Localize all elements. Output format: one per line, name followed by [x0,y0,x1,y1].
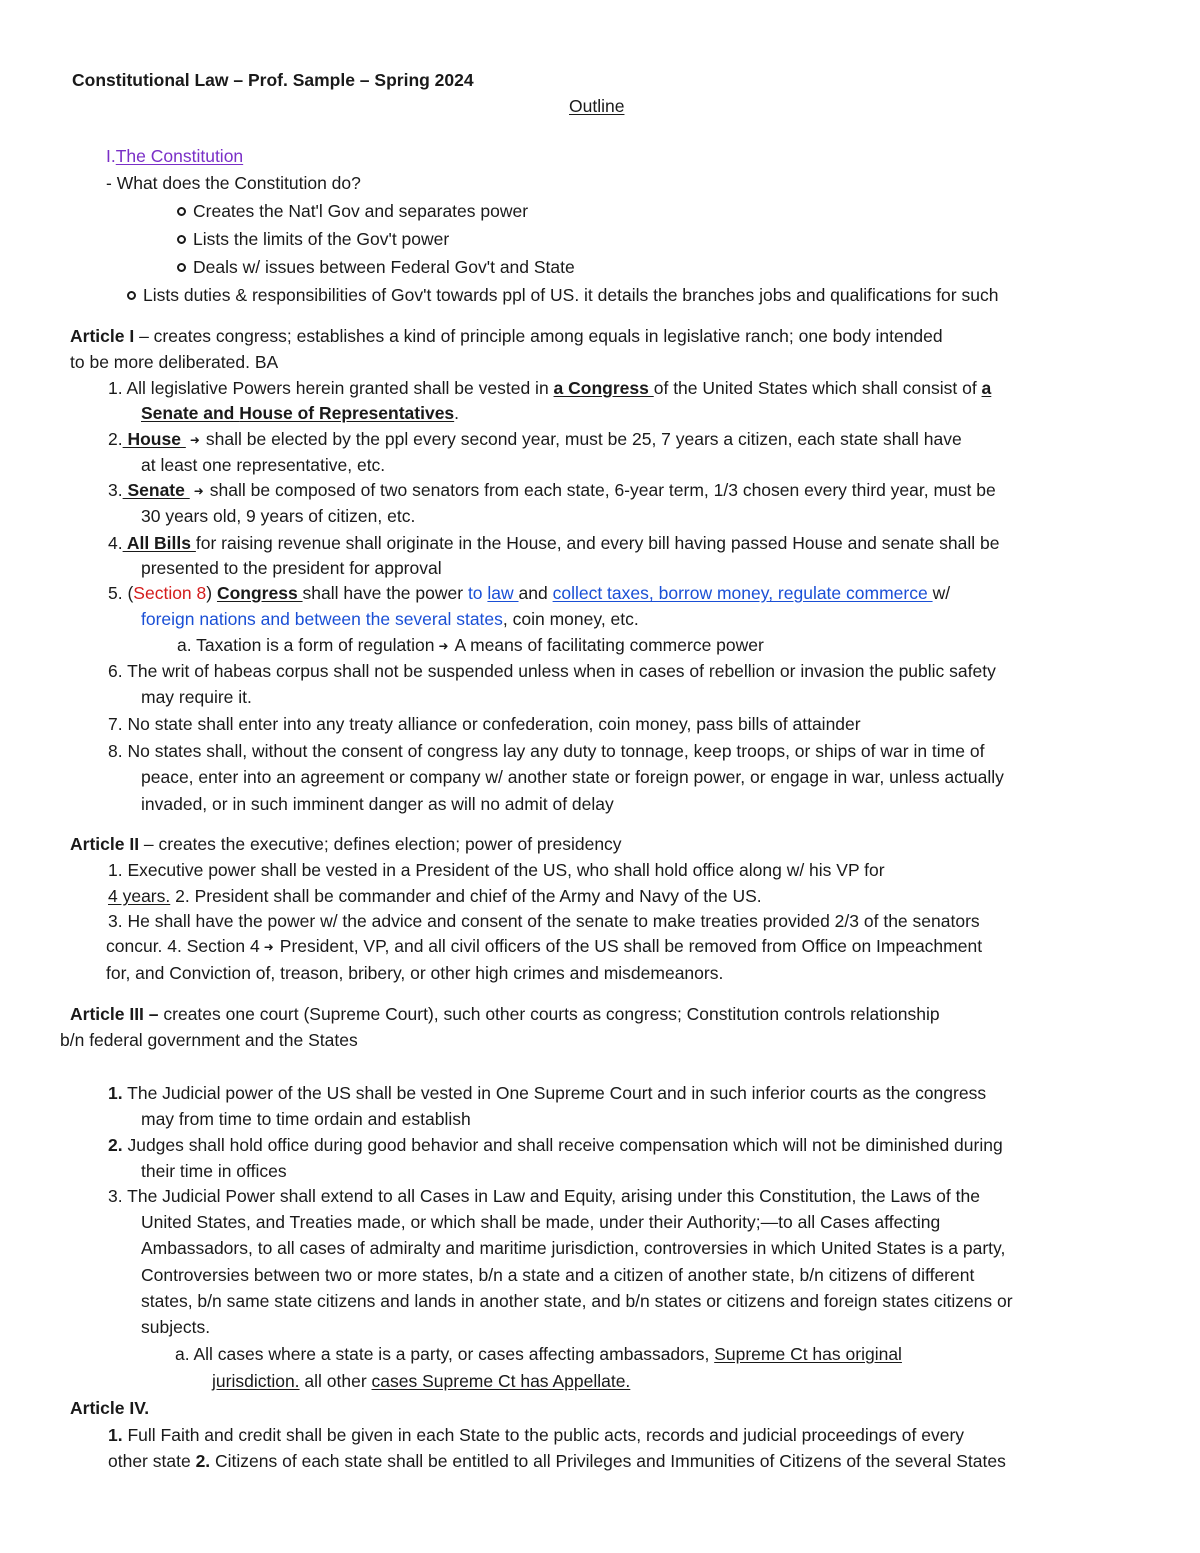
arrow-right-icon: ➜ [189,433,200,447]
hollow-circle-bullet-icon [177,235,186,244]
section-title: The Constitution [115,146,244,166]
sub-item: a. Taxation is a form of regulation ➜ A means of facilitating commerce power [177,635,764,655]
list-item-cont: at least one representative, etc. [141,455,386,475]
list-item: 3. Senate ➜ shall be composed of two senators from each state, 6-year term, 1/3 chosen every third year, must be [108,480,996,500]
section-number: I. [106,146,116,166]
list-item-cont: Controversies between two or more states, b/n a state and a citizen of another state, b/n citizens of different [141,1265,975,1285]
list-item-cont: 30 years old, 9 years of citizen, etc. [141,506,416,526]
list-item-cont: their time in offices [141,1161,287,1181]
article-label: Article III – [70,1004,159,1024]
list-item-cont: may require it. [141,687,252,707]
sub-item: a. All cases where a state is a party, or cases affecting ambassadors, Supreme Ct has original [175,1344,902,1364]
list-item-cont: subjects. [141,1317,211,1337]
hollow-circle-bullet-icon [177,263,186,272]
list-item: 6. The writ of habeas corpus shall not be suspended unless when in cases of rebellion or invasion the public safety [108,661,996,681]
article-4-heading: Article IV. [70,1398,150,1418]
article-3-heading: Article III – creates one court (Supreme Court), such other courts as congress; Constitution controls relationship [70,1004,940,1024]
list-item: 5. (Section 8) Congress shall have the power to law and collect taxes, borrow money, regulate commerce w/ [108,583,951,603]
list-item-cont: may from time to time ordain and establish [141,1109,471,1129]
section-question: - What does the Constitution do? [106,173,361,193]
list-item: Creates the Nat'l Gov and separates power [177,200,528,222]
list-item-cont: states, b/n same state citizens and lands in another state, and b/n states or citizens and foreign states citizens or [141,1291,1013,1311]
list-item-cont: peace, enter into an agreement or company w/ another state or foreign power, or engage in war, unless actually [141,767,1004,787]
list-item-cont: Ambassadors, to all cases of admiralty and maritime jurisdiction, controversies in which United States is a party, [141,1238,1006,1258]
list-item-cont: Senate and House of Representatives. [141,403,460,423]
list-item-cont: invaded, or in such imminent danger as will no admit of delay [141,794,614,814]
article-1-heading: Article I – creates congress; establishes a kind of principle among equals in legislative ranch; one body intended [70,326,943,346]
list-item: 2. House ➜ shall be elected by the ppl every second year, must be 25, 7 years a citizen, each state shall have [108,429,962,449]
list-item-cont: United States, and Treaties made, or which shall be made, under their Authority;—to all Cases affecting [141,1212,941,1232]
hollow-circle-bullet-icon [127,291,136,300]
outline-heading: Outline [569,96,625,116]
list-item: other state 2. Citizens of each state shall be entitled to all Privileges and Immunities of Citizens of the several States [108,1451,1006,1471]
section-heading [106,145,243,167]
arrow-right-icon: ➜ [438,639,449,653]
article-1-desc: to be more deliberated. BA [70,352,279,372]
list-item: Lists the limits of the Gov't power [177,228,449,250]
article-2-heading: Article II – creates the executive; defines election; power of presidency [70,834,622,854]
list-item: 1. Executive power shall be vested in a President of the US, who shall hold office along w/ his VP for [108,860,885,880]
article-label: Article II [70,834,140,854]
hollow-circle-bullet-icon [177,207,186,216]
article-3-desc: b/n federal government and the States [60,1030,358,1050]
list-item: concur. 4. Section 4 ➜ President, VP, and all civil officers of the US shall be removed from Office on Impeachment [106,936,983,956]
list-item: 4 years. 2. President shall be commander and chief of the Army and Navy of the US. [108,886,762,906]
list-item: 4. All Bills for raising revenue shall originate in the House, and every bill having passed House and senate shall be [108,533,1000,553]
list-item: 2. Judges shall hold office during good behavior and shall receive compensation which will not be diminished during [108,1135,1003,1155]
sub-item-cont: jurisdiction. all other cases Supreme Ct has Appellate. [212,1371,631,1391]
list-item: 3. He shall have the power w/ the advice and consent of the senate to make treaties provided 2/3 of the senators [108,911,980,931]
document-title: Constitutional Law – Prof. Sample – Spring 2024 [72,70,474,90]
list-item-cont: foreign nations and between the several states, coin money, etc. [141,609,639,629]
list-item: 7. No state shall enter into any treaty alliance or confederation, coin money, pass bills of attainder [108,714,861,734]
list-item: 1. The Judicial power of the US shall be vested in One Supreme Court and in such inferior courts as the congress [108,1083,987,1103]
list-item: 1. All legislative Powers herein granted shall be vested in a Congress of the United States which shall consist of a [108,378,992,398]
article-label: Article I [70,326,135,346]
arrow-right-icon: ➜ [263,940,274,954]
list-item: 1. Full Faith and credit shall be given in each State to the public acts, records and judicial proceedings of every [108,1425,965,1445]
list-item: 3. The Judicial Power shall extend to all Cases in Law and Equity, arising under this Constitution, the Laws of the [108,1186,980,1206]
list-item-cont: presented to the president for approval [141,558,442,578]
list-item: 8. No states shall, without the consent of congress lay any duty to tonnage, keep troops, or ships of war in time of [108,741,985,761]
list-item: Deals w/ issues between Federal Gov't and State [177,256,575,278]
list-item: Lists duties & responsibilities of Gov't towards ppl of US. it details the branches jobs and qualifications for such [127,284,998,306]
list-item-cont: for, and Conviction of, treason, bribery, or other high crimes and misdemeanors. [106,963,724,983]
arrow-right-icon: ➜ [193,484,204,498]
